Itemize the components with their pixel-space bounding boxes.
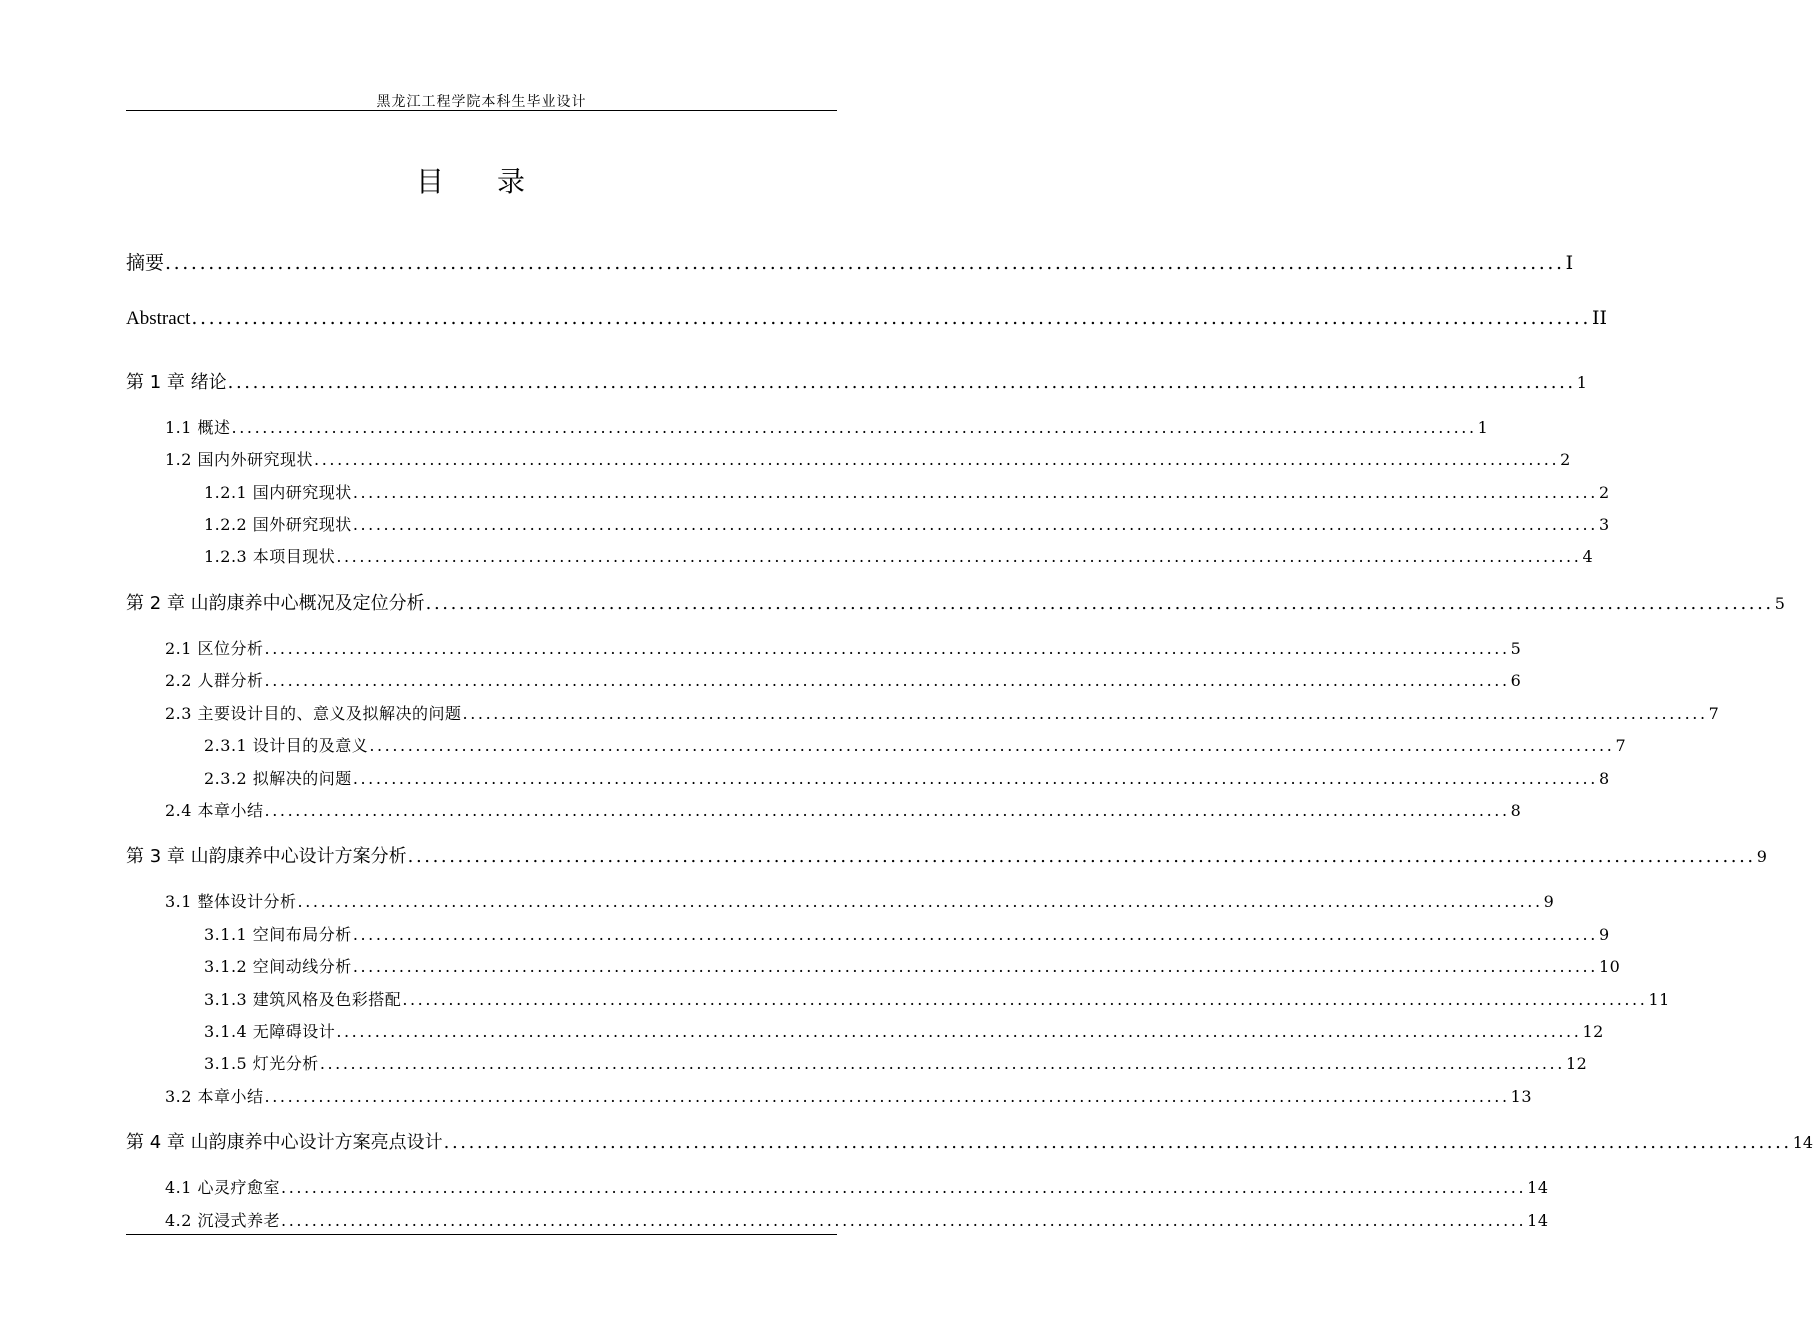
toc-entry-label: 2.1 区位分析 [165, 639, 264, 658]
toc-entry-label: 4.2 沉浸式养老 [165, 1211, 281, 1230]
dot-leader: .................................................................................................................................................................. [264, 1087, 1510, 1106]
toc-entry-3-1-2[interactable] [204, 954, 1621, 977]
toc-entry-page: 6 [1510, 671, 1522, 690]
toc-entry-label: 4.1 心灵疗愈室 [165, 1178, 281, 1197]
toc-entry-label: 第 4 章 山韵康养中心设计方案亮点设计 [126, 1132, 443, 1153]
toc-entry-page: 3 [1598, 515, 1610, 534]
toc-entry-3-1-4[interactable] [204, 1019, 1604, 1042]
toc-entry-label: 3.1.3 建筑风格及色彩搭配 [204, 990, 402, 1009]
dot-leader: .................................................................................................................................................................. [264, 671, 1510, 690]
toc-entry-1-2-1[interactable] [204, 480, 1610, 503]
toc-entry-page: 7 [1708, 704, 1720, 723]
toc-entry-page: 12 [1582, 1022, 1604, 1041]
toc-entry-page: I [1565, 252, 1574, 274]
toc-entry-page: 11 [1648, 990, 1670, 1009]
dot-leader: .................................................................................................................................................................. [462, 704, 1708, 723]
toc-entry-label: 1.2 国内外研究现状 [165, 450, 314, 469]
toc-entry-page: 5 [1510, 639, 1522, 658]
toc-entry-3-1-3[interactable] [204, 987, 1670, 1010]
toc-entry-page: 8 [1510, 801, 1522, 820]
toc-entry-label: 2.3.1 设计目的及意义 [204, 736, 369, 755]
table-of-contents [126, 0, 1813, 1344]
toc-entry-chapter-2[interactable] [126, 589, 1785, 615]
toc-entry-page: 14 [1792, 1133, 1813, 1152]
toc-entry-4-2[interactable] [165, 1208, 1549, 1231]
dot-leader: .................................................................................................................................................................. [227, 372, 1576, 393]
toc-entry-label: 第 1 章 绪论 [126, 372, 227, 393]
toc-entry-label: 2.2 人群分析 [165, 671, 264, 690]
toc-entry-page: II [1591, 307, 1607, 329]
toc-entry-label: 3.1.2 空间动线分析 [204, 957, 352, 976]
toc-entry-page: 13 [1510, 1087, 1533, 1106]
dot-leader: .................................................................................................................................................................. [336, 1022, 1582, 1041]
toc-entry-label: 2.3 主要设计目的、意义及拟解决的问题 [165, 704, 462, 723]
toc-entry-label: 1.2.2 国外研究现状 [204, 515, 352, 534]
toc-entry-abstract-cn[interactable] [126, 248, 1574, 275]
toc-entry-3-1[interactable] [165, 889, 1555, 912]
toc-entry-page: 4 [1582, 547, 1594, 566]
dot-leader: .................................................................................................................................................................. [264, 801, 1510, 820]
toc-entry-page: 1 [1576, 373, 1587, 392]
toc-entry-1-2[interactable] [165, 447, 1571, 470]
toc-entry-label: 1.2.1 国内研究现状 [204, 483, 352, 502]
toc-entry-2-4[interactable] [165, 798, 1522, 821]
dot-leader: .................................................................................................................................................................. [165, 252, 1565, 274]
toc-entry-2-3-1[interactable] [204, 733, 1627, 756]
toc-entry-page: 5 [1774, 594, 1785, 613]
toc-entry-chapter-4[interactable] [126, 1128, 1813, 1154]
toc-entry-page: 14 [1527, 1178, 1549, 1197]
toc-entry-label: Abstract [126, 308, 191, 329]
toc-entry-chapter-1[interactable] [126, 368, 1587, 394]
toc-entry-label: 3.2 本章小结 [165, 1087, 264, 1106]
toc-entry-page: 2 [1598, 483, 1610, 502]
dot-leader: .................................................................................................................................................................. [352, 925, 1598, 944]
toc-entry-1-2-2[interactable] [204, 512, 1610, 535]
toc-entry-2-3-2[interactable] [204, 766, 1610, 789]
toc-entry-label: 3.1.5 灯光分析 [204, 1054, 319, 1073]
toc-entry-4-1[interactable] [165, 1175, 1549, 1198]
toc-entry-page: 10 [1598, 957, 1621, 976]
toc-entry-page: 14 [1527, 1211, 1549, 1230]
toc-entry-2-1[interactable] [165, 636, 1522, 659]
dot-leader: .................................................................................................................................................................. [443, 1132, 1792, 1153]
dot-leader: .................................................................................................................................................................. [231, 418, 1477, 437]
dot-leader: .................................................................................................................................................................. [191, 307, 1591, 329]
toc-entry-page: 2 [1560, 450, 1571, 469]
running-header: 黑龙江工程学院本科生毕业设计 [376, 94, 587, 110]
dot-leader: .................................................................................................................................................................. [264, 639, 1510, 658]
toc-entry-abstract-en[interactable] [126, 307, 1607, 330]
toc-entry-label: 1.2.3 本项目现状 [204, 547, 336, 566]
dot-leader: .................................................................................................................................................................. [297, 892, 1543, 911]
toc-entry-label: 2.3.2 拟解决的问题 [204, 769, 352, 788]
toc-entry-2-3[interactable] [165, 701, 1720, 724]
toc-entry-1-1[interactable] [165, 415, 1489, 438]
footer-divider [126, 1234, 837, 1235]
toc-entry-3-1-5[interactable] [204, 1051, 1588, 1074]
toc-entry-page: 9 [1543, 892, 1555, 911]
dot-leader: .................................................................................................................................................................. [281, 1178, 1527, 1197]
toc-entry-label: 摘要 [126, 253, 165, 274]
dot-leader: .................................................................................................................................................................. [336, 547, 1582, 566]
toc-entry-page: 7 [1615, 736, 1627, 755]
dot-leader: .................................................................................................................................................................. [281, 1211, 1527, 1230]
toc-entry-1-2-3[interactable] [204, 544, 1594, 567]
toc-entry-label: 第 3 章 山韵康养中心设计方案分析 [126, 846, 407, 867]
page-title: 目 录 [416, 165, 547, 198]
toc-entry-page: 8 [1598, 769, 1610, 788]
dot-leader: .................................................................................................................................................................. [369, 736, 1615, 755]
toc-entry-label: 3.1 整体设计分析 [165, 892, 297, 911]
toc-entry-page: 1 [1477, 418, 1489, 437]
dot-leader: .................................................................................................................................................................. [352, 957, 1598, 976]
toc-entry-page: 9 [1598, 925, 1610, 944]
toc-entry-page: 12 [1565, 1054, 1588, 1073]
toc-entry-label: 1.1 概述 [165, 418, 231, 437]
toc-entry-3-1-1[interactable] [204, 922, 1610, 945]
dot-leader: .................................................................................................................................................................. [314, 450, 1560, 469]
dot-leader: .................................................................................................................................................................. [319, 1054, 1565, 1073]
dot-leader: .................................................................................................................................................................. [352, 515, 1598, 534]
dot-leader: .................................................................................................................................................................. [407, 846, 1756, 867]
toc-entry-chapter-3[interactable] [126, 842, 1767, 868]
toc-entry-page: 9 [1756, 847, 1767, 866]
toc-entry-label: 3.1.1 空间布局分析 [204, 925, 352, 944]
dot-leader: .................................................................................................................................................................. [425, 593, 1774, 614]
toc-entry-label: 第 2 章 山韵康养中心概况及定位分析 [126, 593, 425, 614]
toc-entry-3-2[interactable] [165, 1084, 1533, 1107]
dot-leader: .................................................................................................................................................................. [402, 990, 1648, 1009]
dot-leader: .................................................................................................................................................................. [352, 769, 1598, 788]
toc-entry-label: 2.4 本章小结 [165, 801, 264, 820]
toc-entry-label: 3.1.4 无障碍设计 [204, 1022, 336, 1041]
dot-leader: .................................................................................................................................................................. [352, 483, 1598, 502]
toc-entry-2-2[interactable] [165, 668, 1522, 691]
